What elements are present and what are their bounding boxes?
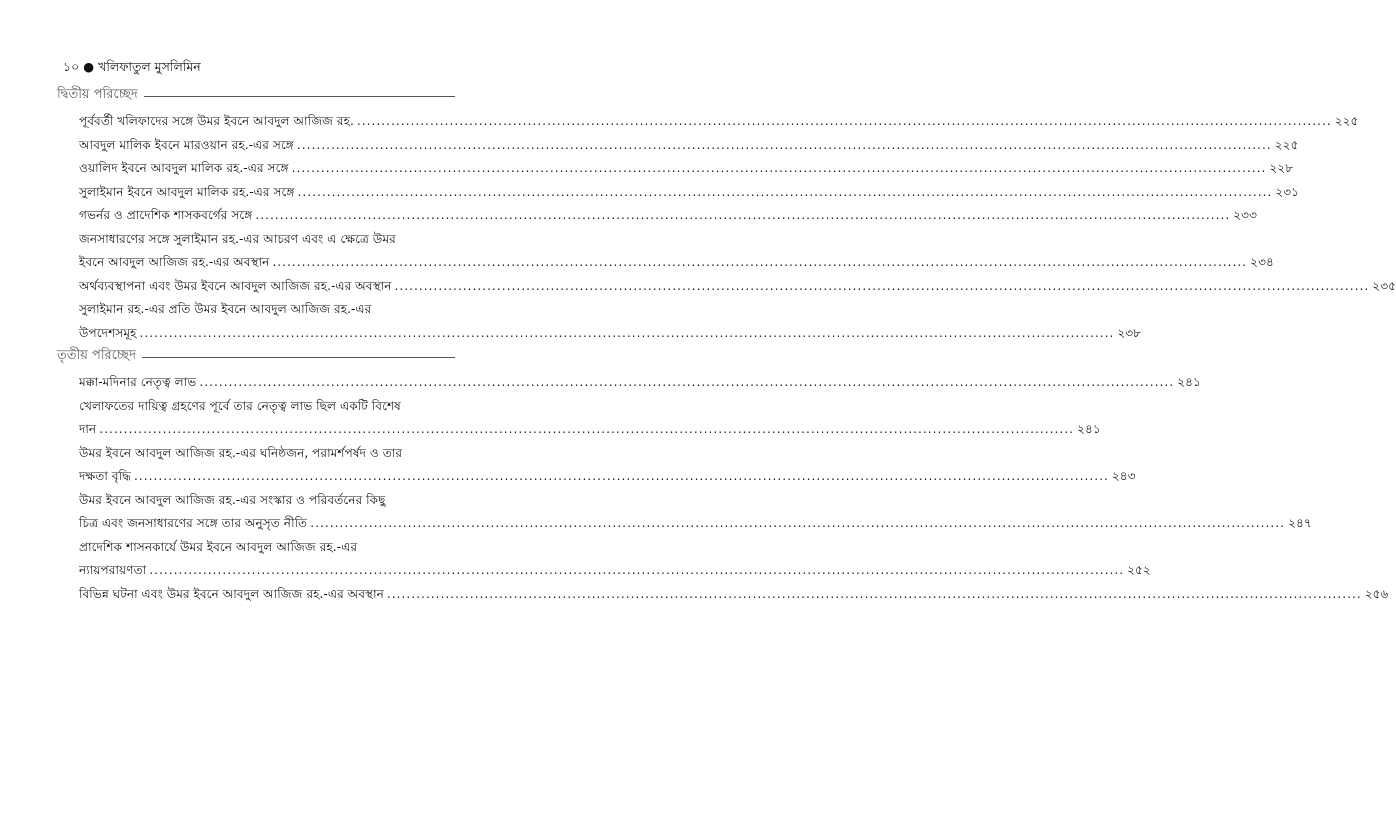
- toc-entry: [79, 442, 1136, 489]
- toc-entry-list: [63, 371, 1389, 606]
- bullet-icon: ●: [83, 59, 95, 74]
- toc-entry: [79, 110, 1359, 134]
- toc-page-number[interactable]: ২২৫: [1274, 137, 1299, 152]
- toc-page-number[interactable]: ২৫৬: [1364, 586, 1389, 601]
- dot-leader: ........................................................................................................................................................................................................: [386, 586, 1362, 601]
- toc-entry-list: [63, 110, 1396, 345]
- contents-page: [57, 58, 1396, 606]
- toc-entry: [79, 134, 1299, 158]
- toc-page-number[interactable]: ২৪১: [1177, 375, 1201, 389]
- toc-entry: [79, 298, 1142, 345]
- dot-leader: ........................................................................................................................................................................................................: [356, 114, 1332, 128]
- toc-page-number[interactable]: ২৩১: [1275, 184, 1300, 199]
- book-title: খলিফাতুল মুসলিমিন: [98, 59, 201, 74]
- dot-leader: ........................................................................................................................................................................................................: [296, 137, 1272, 152]
- toc-entry-text: উপদেশসমূহ: [79, 325, 137, 340]
- toc-entry-text: উমর ইবনে আবদুল আজিজ রহ.-এর সংস্কার ও পরিবর্তনের কিছু: [79, 492, 386, 507]
- toc-entry-text: প্রাদেশিক শাসনকার্যে উমর ইবনে আবদুল আজিজ রহ.-এর: [79, 539, 358, 554]
- toc-entry: [79, 204, 1257, 228]
- section-title: তৃতীয় পরিচ্ছেদ: [57, 348, 137, 363]
- toc-entry-text: মক্কা-মদিনার নেতৃত্ব লাভ: [79, 375, 197, 389]
- toc-entry-text: উমর ইবনে আবদুল আজিজ রহ.-এর ঘনিষ্ঠজন, পরামর্শপর্ষদ ও তার: [79, 445, 403, 460]
- toc-entry: [79, 395, 1101, 442]
- section-title: দ্বিতীয় পরিচ্ছেদ: [57, 87, 138, 102]
- dot-leader: ........................................................................................................................................................................................................: [134, 469, 1109, 483]
- toc-entry-text: ওয়ালিদ ইবনে আবদুল মালিক রহ.-এর সঙ্গে: [79, 161, 289, 175]
- toc-entry-text: দক্ষতা বৃদ্ধি: [79, 469, 132, 483]
- toc-page-number[interactable]: ২৪১: [1077, 422, 1101, 436]
- toc-entry-text: দান: [79, 422, 97, 436]
- running-head: [63, 58, 455, 76]
- toc-entry: [79, 181, 1300, 205]
- toc-entry: [79, 489, 1312, 536]
- table-of-contents: [57, 86, 1396, 606]
- section-rule: [142, 357, 455, 358]
- toc-entry-text: জনসাধারণের সঙ্গে সুলাইমান রহ.-এর আচরণ এবং এ ক্ষেত্রে উমর: [79, 231, 396, 246]
- toc-entry-text: খেলাফতের দায়িত্ব গ্রহণের পূর্বে তার নেতৃত্ব লাভ ছিল একটি বিশেষ: [79, 398, 401, 413]
- dot-leader: ........................................................................................................................................................................................................: [199, 375, 1175, 389]
- section-heading: [57, 347, 455, 365]
- toc-entry: [79, 371, 1201, 395]
- section-heading: [57, 86, 455, 104]
- toc-entry-text: সুলাইমান রহ.-এর প্রতি উমর ইবনে আবদুল আজিজ রহ.-এর: [79, 302, 372, 316]
- toc-entry: [79, 275, 1396, 299]
- dot-leader: ........................................................................................................................................................................................................: [149, 563, 1125, 577]
- toc-entry: [79, 157, 1294, 181]
- dot-leader: ........................................................................................................................................................................................................: [394, 278, 1370, 293]
- dot-leader: ........................................................................................................................................................................................................: [255, 208, 1231, 222]
- toc-page-number[interactable]: ২৫২: [1127, 563, 1151, 577]
- toc-entry-text: বিভিন্ন ঘটনা এবং উমর ইবনে আবদুল আজিজ রহ.-এর অবস্থান: [79, 586, 384, 601]
- toc-page-number[interactable]: ২৪৭: [1288, 516, 1312, 530]
- toc-entry-text: সুলাইমান ইবনে আবদুল মালিক রহ.-এর সঙ্গে: [79, 184, 295, 199]
- toc-entry-text: আবদুল মালিক ইবনে মারওয়ান রহ.-এর সঙ্গে: [79, 137, 294, 152]
- dot-leader: ........................................................................................................................................................................................................: [139, 325, 1115, 340]
- dot-leader: ........................................................................................................................................................................................................: [272, 255, 1248, 269]
- section-rule: [144, 96, 455, 97]
- toc-entry-text: পূর্ববর্তী খলিফাদের সঙ্গে উমর ইবনে আবদুল আজিজ রহ.: [79, 114, 354, 128]
- dot-leader: ........................................................................................................................................................................................................: [297, 184, 1273, 199]
- toc-entry-text: অর্থব্যবস্থাপনা এবং উমর ইবনে আবদুল আজিজ রহ.-এর অবস্থান: [79, 278, 392, 293]
- toc-entry-text: ইবনে আবদুল আজিজ রহ.-এর অবস্থান: [79, 255, 270, 269]
- toc-entry-text: ন্যায়পরায়ণতা: [79, 563, 147, 577]
- page-number: ১০: [63, 59, 80, 74]
- toc-page-number[interactable]: ২৩৫: [1372, 278, 1396, 293]
- toc-entry: [79, 228, 1274, 275]
- toc-entry-text: চিত্র এবং জনসাধারণের সঙ্গে তার অনুসৃত নীতি: [79, 516, 308, 530]
- toc-page-number[interactable]: ২৩৩: [1233, 208, 1257, 222]
- dot-leader: ........................................................................................................................................................................................................: [291, 161, 1267, 175]
- toc-page-number[interactable]: ২৩৮: [1117, 325, 1142, 340]
- toc-entry: [79, 583, 1389, 607]
- dot-leader: ........................................................................................................................................................................................................: [310, 516, 1286, 530]
- toc-page-number[interactable]: ২৪৩: [1111, 469, 1136, 483]
- toc-page-number[interactable]: ২৩৪: [1250, 255, 1274, 269]
- toc-entry-text: গভর্নর ও প্রাদেশিক শাসকবর্গের সঙ্গে: [79, 208, 253, 222]
- toc-page-number[interactable]: ২২৫: [1334, 114, 1359, 128]
- dot-leader: ........................................................................................................................................................................................................: [99, 422, 1075, 436]
- toc-page-number[interactable]: ২২৮: [1269, 161, 1294, 175]
- toc-entry: [79, 536, 1151, 583]
